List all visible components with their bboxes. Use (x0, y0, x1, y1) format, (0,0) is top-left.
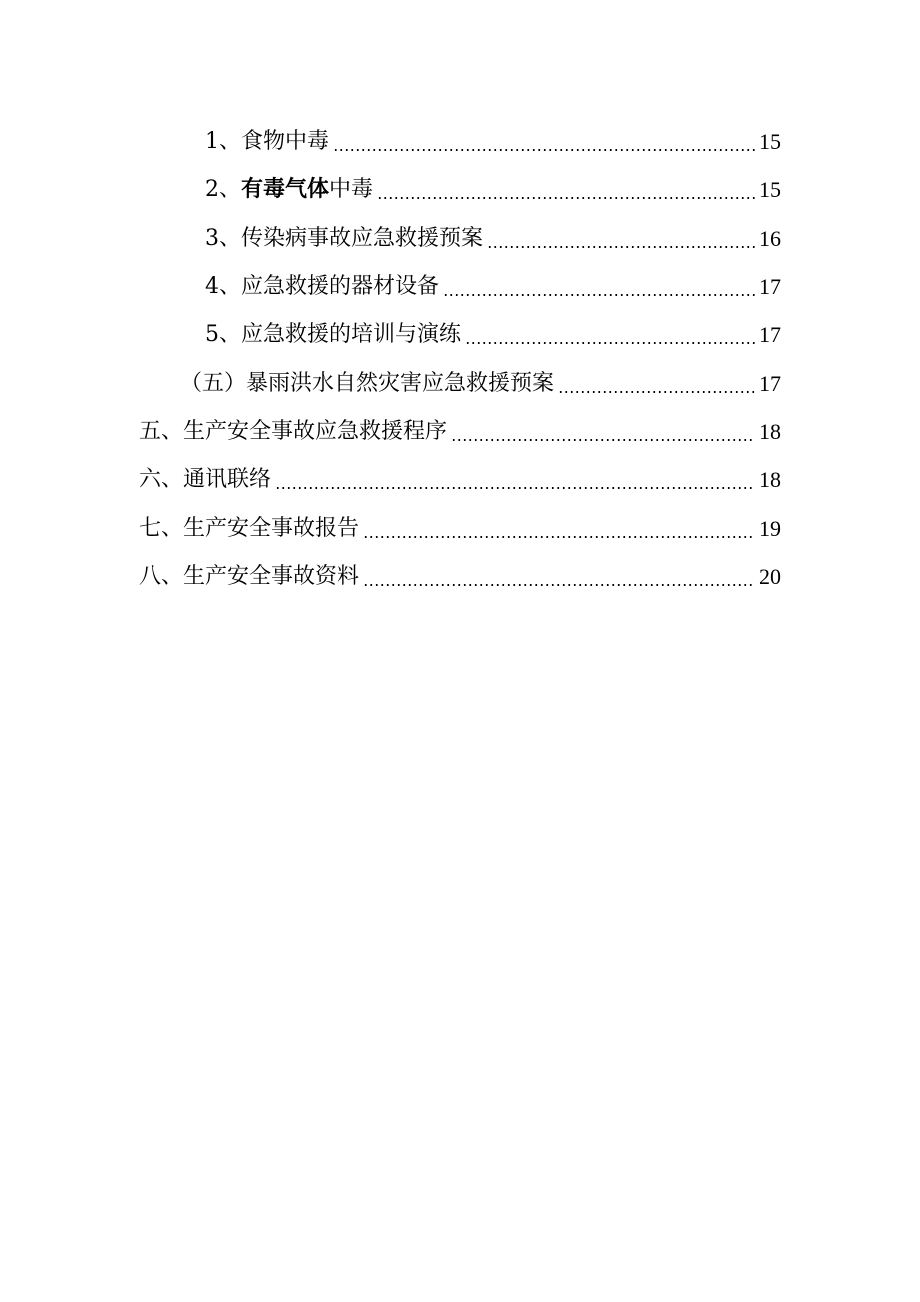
toc-entry-rescue-procedure[interactable] (0, 408, 920, 456)
toc-entry-text: 五、生产安全事故应急救援程序 (139, 418, 448, 444)
dot-leader (443, 294, 755, 296)
toc-entry-text: 4、应急救援的器材设备 (205, 274, 439, 300)
toc-entry-text (205, 179, 373, 201)
toc-entry-toxic-gas-poisoning[interactable] (0, 166, 920, 214)
toc-entry-text: 1、食物中毒 (205, 129, 329, 155)
toc-page-number: 17 (759, 370, 781, 396)
toc-entry-text: 3、传染病事故应急救援预案 (205, 225, 483, 251)
toc-page-number: 17 (759, 322, 781, 348)
toc-entry-suffix: 中毒 (329, 177, 374, 203)
dot-leader (363, 536, 755, 538)
toc-page-number: 18 (759, 418, 781, 444)
toc-entry-text: 六、通讯联络 (139, 467, 272, 493)
toc-entry-text: 5、应急救援的培训与演练 (205, 322, 461, 348)
toc-entry-bold-text: 有毒气体 (241, 177, 330, 203)
dot-leader (363, 584, 755, 586)
toc-page-number: 20 (759, 563, 781, 589)
table-of-contents (0, 118, 920, 601)
toc-entry-rescue-equipment[interactable] (0, 263, 920, 311)
toc-entry-prefix: 2、 (205, 177, 241, 203)
toc-entry-infectious-disease-plan[interactable] (0, 215, 920, 263)
toc-page-number: 15 (759, 129, 781, 155)
toc-entry-text: 七、生产安全事故报告 (139, 515, 360, 541)
dot-leader (451, 439, 755, 441)
toc-entry-text: （五）暴雨洪水自然灾害应急救援预案 (180, 370, 555, 396)
dot-leader (487, 246, 755, 248)
toc-entry-accident-records[interactable] (0, 553, 920, 601)
toc-page-number: 16 (759, 225, 781, 251)
dot-leader (558, 391, 755, 393)
toc-page-number: 15 (759, 177, 781, 203)
toc-page-number: 17 (759, 274, 781, 300)
toc-page-number: 19 (759, 515, 781, 541)
dot-leader (465, 342, 755, 344)
toc-entry-rescue-training-drills[interactable] (0, 311, 920, 359)
dot-leader (275, 487, 755, 489)
toc-page-number: 18 (759, 467, 781, 493)
toc-entry-accident-report[interactable] (0, 504, 920, 552)
toc-entry-flood-disaster-plan[interactable] (0, 359, 920, 407)
toc-entry-text: 八、生产安全事故资料 (139, 563, 360, 589)
toc-entry-food-poisoning[interactable] (0, 118, 920, 166)
dot-leader (377, 197, 755, 199)
toc-entry-communication[interactable] (0, 456, 920, 504)
dot-leader (333, 149, 755, 151)
